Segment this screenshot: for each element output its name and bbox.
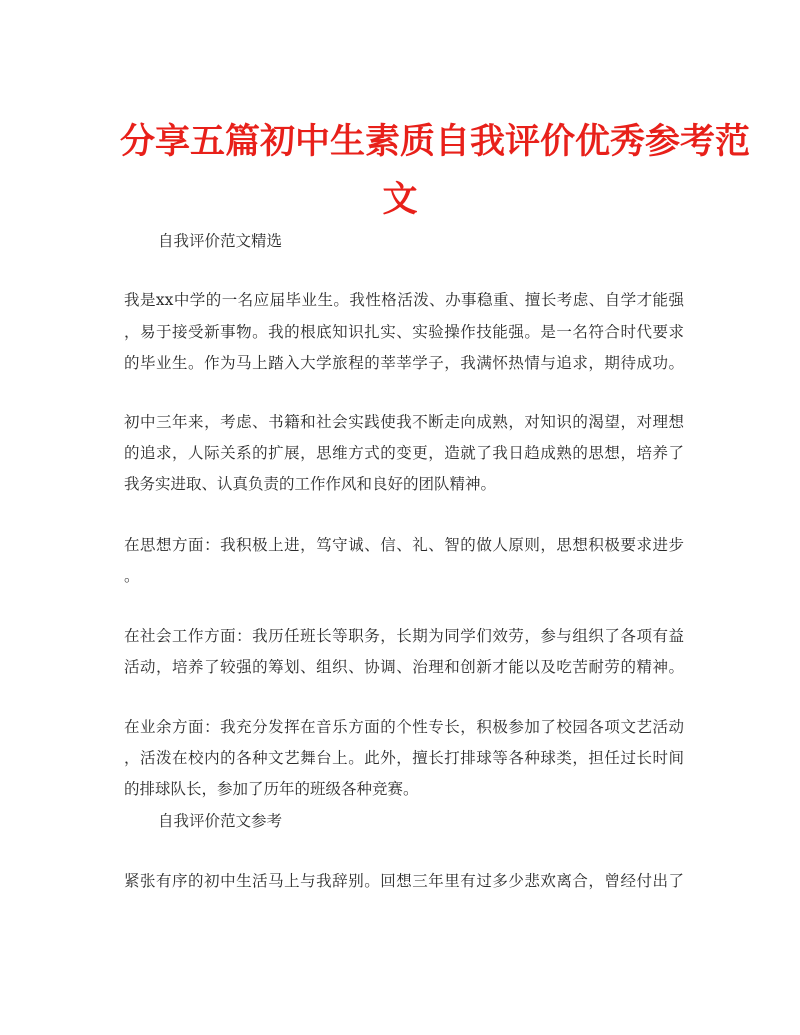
paragraph-3-line-1: 在思想方面：我积极上进，笃守诚、信、礼、智的做人原则，思想积极要求进步 — [124, 536, 684, 554]
paragraph-1-line-1: 我是xx中学的一名应届毕业生。我性格活泼、办事稳重、擅长考虑、自学才能强 — [124, 291, 684, 309]
paragraph-2-line-2: 的追求，人际关系的扩展，思维方式的变更，造就了我日趋成熟的思想，培养了 — [124, 444, 684, 462]
paragraph-3-line-2: 。 — [124, 567, 140, 585]
paragraph-4-line-2: 活动，培养了较强的筹划、组织、协调、治理和创新才能以及吃苦耐劳的精神。 — [124, 658, 684, 676]
document-title-line-1: 分享五篇初中生素质自我评价优秀参考范 — [120, 122, 751, 162]
paragraph-4-line-1: 在社会工作方面：我历任班长等职务，长期为同学们效劳，参与组织了各项有益 — [124, 627, 684, 645]
paragraph-5-line-1: 在业余方面：我充分发挥在音乐方面的个性专长，积极参加了校园各项文艺活动 — [124, 718, 684, 736]
document-title-line-2: 文 — [382, 180, 418, 220]
paragraph-6-line-1: 紧张有序的初中生活马上与我辞别。回想三年里有过多少悲欢离合，曾经付出了 — [124, 872, 684, 890]
section-heading-selected-examples: 自我评价范文精选 — [158, 232, 283, 250]
paragraph-2-line-3: 我务实进取、认真负责的工作作风和良好的团队精神。 — [124, 475, 497, 493]
section-heading-reference-examples: 自我评价范文参考 — [158, 812, 283, 830]
paragraph-2-line-1: 初中三年来，考虑、书籍和社会实践使我不断走向成熟，对知识的渴望，对理想 — [124, 413, 684, 431]
paragraph-1-line-3: 的毕业生。作为马上踏入大学旅程的莘莘学子，我满怀热情与追求，期待成功。 — [124, 354, 684, 372]
paragraph-1-line-2: ，易于接受新事物。我的根底知识扎实、实验操作技能强。是一名符合时代要求 — [124, 323, 684, 341]
paragraph-5-line-2: ，活泼在校内的各种文艺舞台上。此外，擅长打排球等各种球类，担任过长时间 — [124, 749, 684, 767]
paragraph-5-line-3: 的排球队长，参加了历年的班级各种竞赛。 — [124, 780, 419, 798]
